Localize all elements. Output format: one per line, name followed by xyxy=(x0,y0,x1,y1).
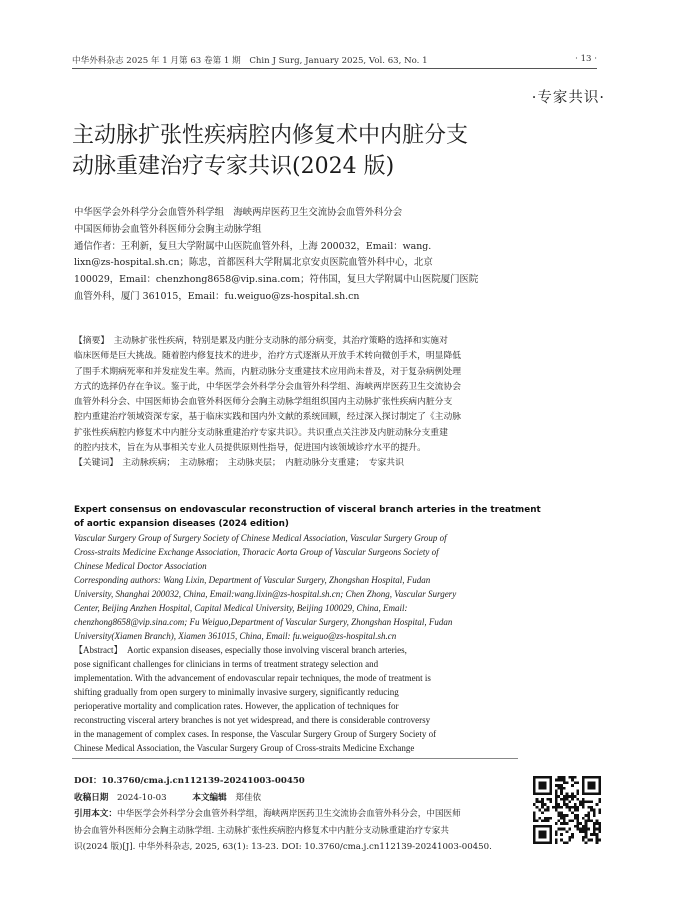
english-abstract-line: 【Abstract】 Aortic expansion diseases, especially those involving visceral branch arteries, xyxy=(74,645,407,655)
corresponding-author-line: 100029，Email：chenzhong8658@vip.sina.com；符伟国，复旦大学附属中山医院厦门医院 xyxy=(74,274,479,286)
english-abstract-line: implementation. With the advancement of endovascular repair techniques, the mode of treatment is xyxy=(74,673,431,683)
abstract-line: 了围手术期病死率和并发症发生率。然而，内脏动脉分支重建技术应用尚未普及，对于复杂病例处理 xyxy=(74,366,462,377)
english-groups-line: Cross-straits Medicine Exchange Association, Thoracic Aorta Group of Vascular Surgeons Society of xyxy=(74,547,439,557)
author-group-line: 中华医学会外科学分会血管外科学组 海峡两岸医药卫生交流协会血管外科分会 xyxy=(74,207,403,218)
dates-line xyxy=(74,790,524,807)
title-line: 主动脉扩张性疾病腔内修复术中内脏分支 xyxy=(72,123,469,148)
page-number: · 13 · xyxy=(575,54,597,64)
corresponding-author-line: 通信作者：王利新，复旦大学附属中山医院血管外科，上海 200032，Email：wang. xyxy=(74,240,432,252)
section-tag: ·专家共识· xyxy=(531,90,605,106)
qr-code xyxy=(533,776,601,844)
english-corr-line: University, Shanghai 200032, China, Email:wang.lixin@zs-hospital.sh.cn; Chen Zhong, Vascular Surgery xyxy=(74,589,457,599)
cite-line: 识(2024 版)[J]. 中华外科杂志, 2025, 63(1): 13-23. DOI: 10.3760/cma.j.cn112139-20241003-00450. xyxy=(74,842,492,852)
received-date: 2024-10-03 xyxy=(117,792,167,803)
english-corr-line: University(Xiamen Branch), Xiamen 361015, China, Email: fu.weiguo@zs-hospital.sh.cn xyxy=(74,631,397,641)
abstract-line: 腔内重建治疗领域资深专家，基于临床实践和国内外文献的系统回顾，经过深入探讨制定了《主动脉 xyxy=(74,412,462,423)
abstract-line: 血管外科分会、中国医师协会血管外科医师分会胸主动脉学组组织国内主动脉扩张性疾病内脏分支 xyxy=(74,397,453,408)
article-title xyxy=(72,120,542,182)
cite-line xyxy=(74,806,524,823)
english-abstract xyxy=(74,503,541,755)
author-group-line: 中国医师协会血管外科医师分会胸主动脉学组 xyxy=(74,223,262,235)
english-abstract-line: reconstructing visceral artery branches is not yet widespread, and there is considerable controversy xyxy=(74,715,431,725)
abstract-line: 的腔内技术，旨在为从事相关专业人员提供原则性指导，促进国内该领域诊疗水平的提升。 xyxy=(74,443,426,454)
running-head xyxy=(72,54,597,69)
english-corr-line: Center, Beijing Anzhen Hospital, Capital Medical University, Beijing 100029, China, Email: xyxy=(74,603,408,613)
title-line: 动脉重建治疗专家共识(2024 版) xyxy=(72,154,395,179)
cite-label: 引用本文： xyxy=(74,809,117,819)
english-corr-line: chenzhong8658@vip.sina.com; Fu Weiguo,Department of Vascular Surgery, Zhongshan Hospital, Fudan xyxy=(74,617,453,627)
english-abstract-line: pose significant challenges for clinicians in terms of treatment strategy selection and xyxy=(74,659,379,669)
chinese-abstract xyxy=(74,334,504,472)
authors-block xyxy=(74,205,514,306)
english-groups-line: Chinese Medical Doctor Association xyxy=(74,561,207,571)
english-abstract-line: in the management of complex cases. In response, the Vascular Surgery Group of Surgery Society of xyxy=(74,729,437,739)
english-abstract-line: Chinese Medical Association, the Vascular Surgery Group of Cross-straits Medicine Exchange xyxy=(74,743,415,753)
english-title-line: of aortic expansion diseases (2024 edition) xyxy=(74,519,289,529)
article-footer xyxy=(74,773,524,856)
received-label: 收稿日期 xyxy=(74,792,109,803)
english-abstract-line: shifting gradually from open surgery to minimally invasive surgery, significantly reducing xyxy=(74,687,399,697)
doi: DOI：10.3760/cma.j.cn112139-20241003-00450 xyxy=(74,776,305,786)
cite-text: 中华医学会外科学分会血管外科学组，海峡两岸医药卫生交流协会血管外科分会，中国医师 xyxy=(116,809,461,819)
journal-citation-header: 中华外科杂志 2025 年 1 月第 63 卷第 1 期 Chin J Surg, January 2025, Vol. 63, No. 1 xyxy=(72,56,428,66)
corresponding-author-line: lixn@zs-hospital.sh.cn；陈忠，首都医科大学附属北京安贞医院血管外科中心，北京 xyxy=(74,257,433,269)
abstract-line: 方式的选择仍存在争议。鉴于此，中华医学会外科学分会血管外科学组、海峡两岸医药卫生交流协会 xyxy=(74,381,462,392)
keywords: 【关键词】 主动脉疾病； 主动脉瘤； 主动脉夹层； 内脏动脉分支重建； 专家共识 xyxy=(74,458,404,469)
footer-divider xyxy=(72,758,518,759)
editor-label: 本文编辑 xyxy=(192,792,227,803)
cite-line: 协会血管外科医师分会胸主动脉学组. 主动脉扩张性疾病腔内修复术中内脏分支动脉重建治疗专家共 xyxy=(74,825,449,836)
doi-line xyxy=(74,773,524,790)
editor-name: 郑佳依 xyxy=(235,792,262,803)
corresponding-author-line: 血管外科，厦门 361015，Email：fu.weiguo@zs-hospital.sh.cn xyxy=(74,290,360,302)
english-abstract-line: perioperative mortality and complication rates. However, the application of techniques for xyxy=(74,701,399,711)
english-title-line: Expert consensus on endovascular reconstruction of visceral branch arteries in the treatment xyxy=(74,505,541,515)
english-groups-line: Vascular Surgery Group of Surgery Society of Chinese Medical Association, Vascular Surgery Group of xyxy=(74,533,447,543)
english-corr-line: Corresponding authors: Wang Lixin, Department of Vascular Surgery, Zhongshan Hospital, Fudan xyxy=(74,575,431,585)
abstract-line: 【摘要】 主动脉扩张性疾病，特别是累及内脏分支动脉的部分病变，其治疗策略的选择和实施对 xyxy=(74,336,448,346)
abstract-line: 临床医师是巨大挑战。随着腔内修复技术的进步，治疗方式逐渐从开放手术转向微创手术，明显降低 xyxy=(74,351,462,362)
abstract-line: 扩张性疾病腔内修复术中内脏分支动脉重建治疗专家共识》。共识重点关注涉及内脏动脉分支重建 xyxy=(74,427,448,438)
